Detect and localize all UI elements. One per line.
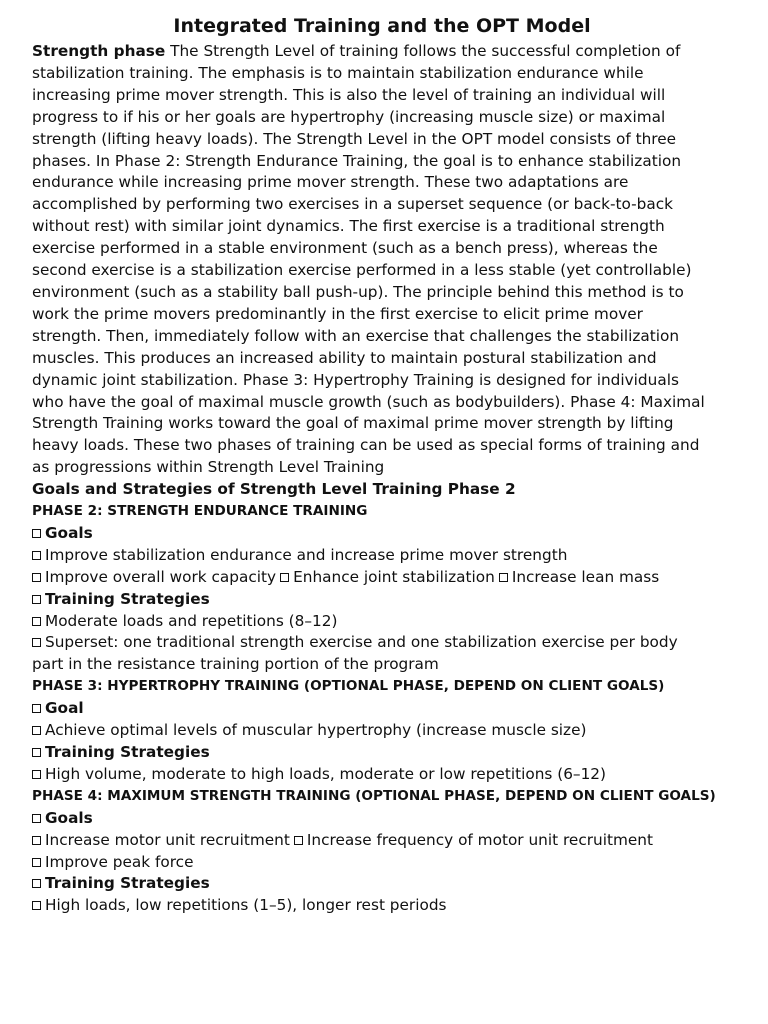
phase4-goal: Improve peak force — [32, 852, 732, 874]
intro-line: second exercise is a stabilization exercise performed in a less stable (yet controllable) — [32, 261, 692, 280]
checkbox-icon — [294, 836, 303, 845]
phase3-heading: PHASE 3: HYPERTROPHY TRAINING (OPTIONAL PHASE, DEPEND ON CLIENT GOALS) — [32, 678, 665, 695]
checkbox-icon — [32, 858, 41, 867]
checkbox-icon — [32, 529, 41, 538]
intro-line: muscles. This produces an increased ability to maintain postural stabilization and — [32, 348, 657, 367]
phase4-strategy: High loads, low repetitions (1–5), longer rest periods — [32, 895, 732, 917]
intro-line — [32, 41, 732, 63]
checkbox-icon — [32, 748, 41, 757]
phase3-strategies-label: Training Strategies — [32, 742, 732, 764]
intro-line: endurance while increasing prime mover strength. These two adaptations are — [32, 173, 629, 192]
intro-line: work the prime movers predominantly in the first exercise to elicit prime mover — [32, 304, 643, 323]
page-title: Integrated Training and the OPT Model — [173, 15, 591, 37]
intro-line: stabilization training. The emphasis is to maintain stabilization endurance while — [32, 63, 644, 82]
intro-line: heavy loads. These two phases of training can be used as special forms of training and — [32, 436, 700, 455]
phase3-goal: Achieve optimal levels of muscular hypertrophy (increase muscle size) — [32, 720, 732, 742]
phase2-strategy-continued: part in the resistance training portion of the program — [32, 655, 439, 674]
intro-line: who have the goal of maximal muscle growth (such as bodybuilders). Phase 4: Maximal — [32, 392, 705, 411]
intro-line: exercise performed in a stable environment (such as a bench press), whereas the — [32, 239, 658, 258]
checkbox-icon — [32, 726, 41, 735]
phase4-heading: PHASE 4: MAXIMUM STRENGTH TRAINING (OPTIONAL PHASE, DEPEND ON CLIENT GOALS) — [32, 787, 716, 804]
phase3-goal-label: Goal — [32, 698, 732, 720]
section-heading: Goals and Strategies of Strength Level Training Phase 2 — [32, 480, 516, 499]
checkbox-icon — [32, 836, 41, 845]
checkbox-icon — [32, 595, 41, 604]
checkbox-icon — [32, 901, 41, 910]
phase4-goals-label: Goals — [32, 808, 732, 830]
checkbox-icon — [280, 573, 289, 582]
phase2-strategy: Superset: one traditional strength exercise and one stabilization exercise per body — [32, 632, 732, 654]
intro-line: strength (lifting heavy loads). The Strength Level in the OPT model consists of three — [32, 129, 677, 148]
checkbox-icon — [32, 617, 41, 626]
intro-line: Strength Training works toward the goal of maximal prime mover strength by lifting — [32, 414, 674, 433]
checkbox-icon — [499, 573, 508, 582]
intro-line: increasing prime mover strength. This is also the level of training an individual will — [32, 85, 666, 104]
intro-lead: Strength phase — [32, 42, 166, 60]
checkbox-icon — [32, 814, 41, 823]
phase4-goal: Increase motor unit recruitment Increase frequency of motor unit recruitment — [32, 830, 732, 852]
intro-line: as progressions within Strength Level Training — [32, 458, 385, 477]
intro-line: environment (such as a stability ball push-up). The principle behind this method is to — [32, 282, 684, 301]
intro-paragraph — [32, 41, 732, 479]
intro-line: progress to if his or her goals are hypertrophy (increasing muscle size) or maximal — [32, 107, 666, 126]
phase2-goal: Improve overall work capacity Enhance joint stabilization Increase lean mass — [32, 567, 732, 589]
phase2-goal: Improve stabilization endurance and increase prime mover strength — [32, 545, 732, 567]
checkbox-icon — [32, 704, 41, 713]
intro-line: dynamic joint stabilization. Phase 3: Hypertrophy Training is designed for individuals — [32, 370, 679, 389]
intro-line: phases. In Phase 2: Strength Endurance Training, the goal is to enhance stabilization — [32, 151, 682, 170]
phase2-strategy: Moderate loads and repetitions (8–12) — [32, 611, 732, 633]
checkbox-icon — [32, 573, 41, 582]
phase3-strategy: High volume, moderate to high loads, moderate or low repetitions (6–12) — [32, 764, 732, 786]
intro-line: strength. Then, immediately follow with an exercise that challenges the stabilization — [32, 326, 680, 345]
intro-line: without rest) with similar joint dynamics. The first exercise is a traditional strength — [32, 217, 665, 236]
checkbox-icon — [32, 770, 41, 779]
phase2-heading: PHASE 2: STRENGTH ENDURANCE TRAINING — [32, 503, 368, 520]
checkbox-icon — [32, 638, 41, 647]
phase2-strategies-label: Training Strategies — [32, 589, 732, 611]
phase2-goals-label: Goals — [32, 523, 732, 545]
intro-line: accomplished by performing two exercises in a superset sequence (or back-to-back — [32, 195, 674, 214]
intro-first-line: The Strength Level of training follows the successful completion of — [165, 42, 681, 60]
checkbox-icon — [32, 551, 41, 560]
checkbox-icon — [32, 879, 41, 888]
phase4-strategies-label: Training Strategies — [32, 873, 732, 895]
